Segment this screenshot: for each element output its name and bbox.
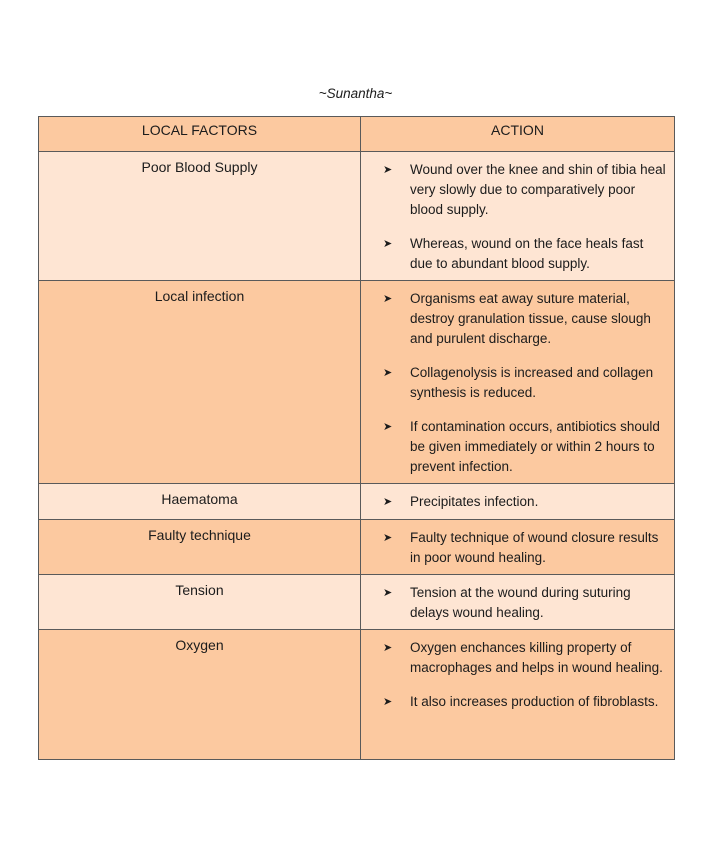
action-text: If contamination occurs, antibiotics should be given immediately or within 2 hours to prevent infection.	[410, 419, 660, 474]
action-cell	[361, 281, 675, 484]
arrow-bullet-icon: ➤	[383, 642, 393, 654]
arrow-bullet-icon: ➤	[383, 367, 393, 379]
action-text: Tension at the wound during suturing delays wound healing.	[410, 585, 631, 620]
action-list-item	[361, 160, 666, 220]
table-row-tension	[39, 575, 675, 630]
action-text: Oxygen enchances killing property of macrophages and helps in wound healing.	[410, 640, 663, 675]
action-cell	[361, 520, 675, 575]
action-list-item	[361, 289, 666, 349]
action-cell	[361, 484, 675, 520]
action-list-item	[361, 583, 666, 623]
action-list-item	[361, 528, 666, 568]
column-header-local-factors: LOCAL FACTORS	[39, 117, 361, 152]
action-text: It also increases production of fibroblasts.	[410, 694, 659, 709]
page-title: ~Sunantha~	[318, 86, 393, 101]
action-text: Collagenolysis is increased and collagen synthesis is reduced.	[410, 365, 654, 400]
action-cell	[361, 575, 675, 630]
action-list-item	[361, 492, 666, 512]
factor-label: Poor Blood Supply	[39, 152, 361, 281]
table-row-local-infection	[39, 281, 675, 484]
arrow-bullet-icon: ➤	[383, 164, 393, 176]
local-factors-table	[38, 116, 675, 760]
action-text: Precipitates infection.	[410, 494, 539, 509]
factor-label: Tension	[39, 575, 361, 630]
action-list-item	[361, 638, 666, 678]
action-cell	[361, 152, 675, 281]
factor-label: Local infection	[39, 281, 361, 484]
table-row-haematoma	[39, 484, 675, 520]
action-text: Whereas, wound on the face heals fast due to abundant blood supply.	[410, 236, 644, 271]
arrow-bullet-icon: ➤	[383, 587, 393, 599]
factor-label: Faulty technique	[39, 520, 361, 575]
action-text: Faulty technique of wound closure results in poor wound healing.	[410, 530, 659, 565]
factor-label: Haematoma	[39, 484, 361, 520]
table-row-faulty-technique	[39, 520, 675, 575]
column-header-action: ACTION	[361, 117, 675, 152]
action-text: Wound over the knee and shin of tibia heal very slowly due to comparatively poor blood supply.	[410, 162, 666, 217]
table-row-oxygen	[39, 630, 675, 760]
arrow-bullet-icon: ➤	[383, 293, 393, 305]
action-text: Organisms eat away suture material, destroy granulation tissue, cause slough and purulent discharge.	[410, 291, 651, 346]
arrow-bullet-icon: ➤	[383, 421, 393, 433]
table-row-poor-blood-supply	[39, 152, 675, 281]
action-list-item	[361, 363, 666, 403]
action-list-item	[361, 234, 666, 274]
table-header-row	[39, 117, 675, 152]
arrow-bullet-icon: ➤	[383, 696, 393, 708]
action-list-item	[361, 692, 666, 712]
arrow-bullet-icon: ➤	[383, 532, 393, 544]
factor-label: Oxygen	[39, 630, 361, 760]
action-list-item	[361, 417, 666, 477]
arrow-bullet-icon: ➤	[383, 238, 393, 250]
arrow-bullet-icon: ➤	[383, 496, 393, 508]
action-cell	[361, 630, 675, 760]
